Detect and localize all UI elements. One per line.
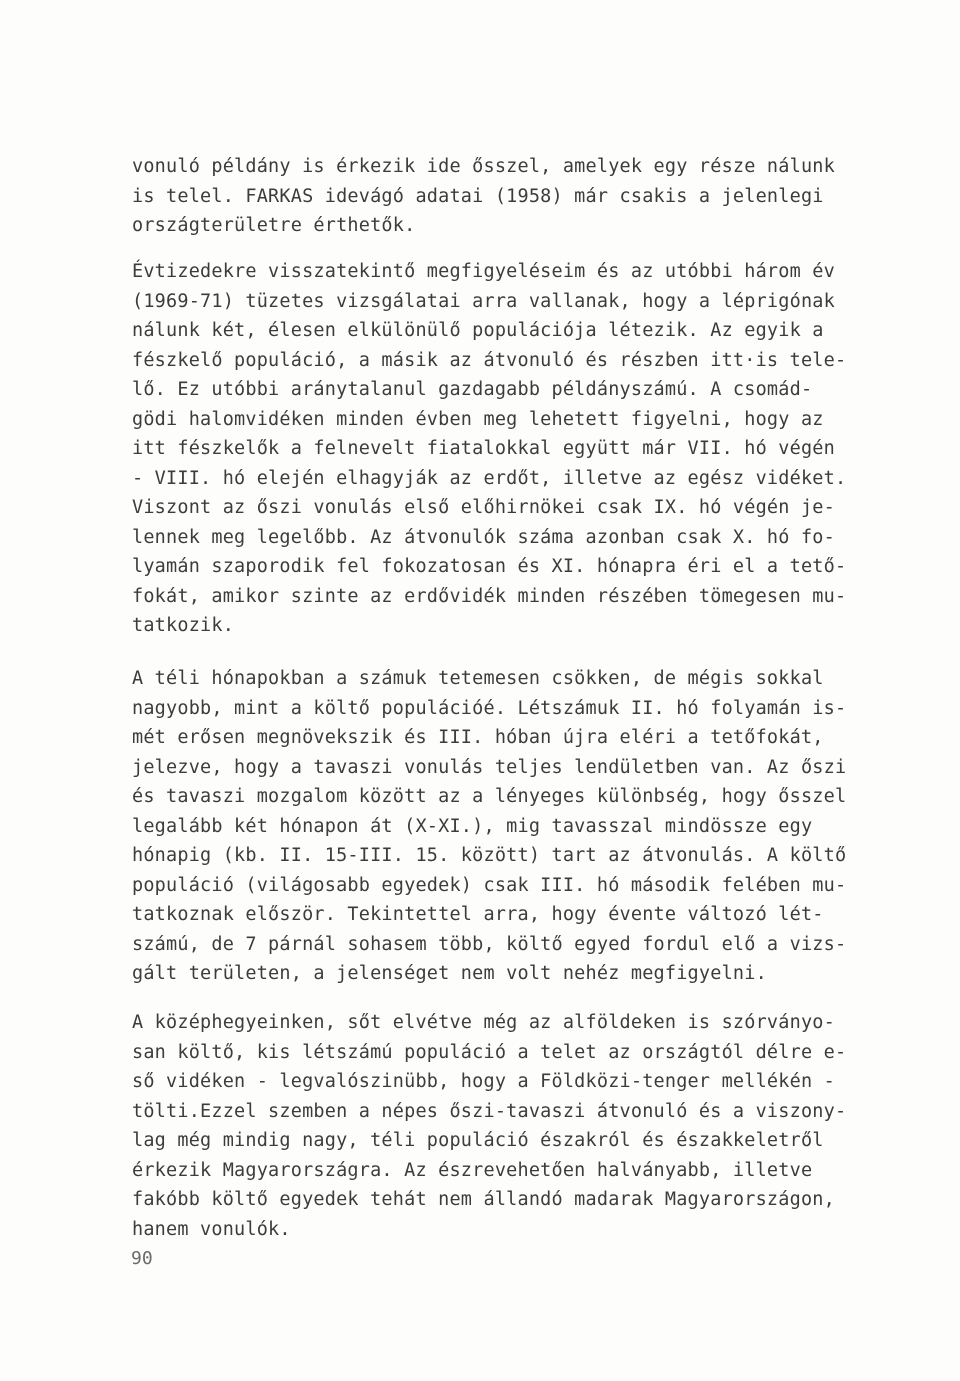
text-line: jelezve, hogy a tavaszi vonulás teljes lendületben van. Az őszi bbox=[132, 756, 847, 778]
text-line: országterületre érthetők. bbox=[132, 215, 416, 236]
text-line: tatkozik. bbox=[132, 615, 235, 636]
text-line: Viszont az őszi vonulás első előhirnökei csak IX. hó végén je- bbox=[132, 497, 835, 518]
text-line: san költő, kis létszámú populáció a telet az országtól délre e- bbox=[132, 1041, 847, 1063]
text-line: - VIII. hó elején elhagyják az erdőt, illetve az egész vidéket. bbox=[132, 467, 847, 489]
text-line: lyamán szaporodik fel fokozatosan és XI. hónapra éri el a tető- bbox=[132, 556, 847, 577]
text-line: tatkoznak először. Tekintettel arra, hogy évente változó lét- bbox=[132, 904, 824, 925]
text-line: itt fészkelők a felnevelt fiatalokkal együtt már VII. hó végén bbox=[132, 438, 835, 459]
text-line: nagyobb, mint a költő populációé. Létszámuk II. hó folyamán is- bbox=[132, 697, 847, 719]
paragraph-1 bbox=[132, 152, 872, 241]
text-line: nálunk két, élesen elkülönülő populációja létezik. Az egyik a bbox=[132, 320, 824, 341]
text-line: hónapig (kb. II. 15-III. 15. között) tart az átvonulás. A költő bbox=[132, 845, 847, 866]
text-line: és tavaszi mozgalom között az a lényeges különbség, hogy ősszel bbox=[132, 786, 847, 807]
text-line: A középhegyeinken, sőt elvétve még az alföldeken is szórványo- bbox=[132, 1012, 835, 1033]
text-line: számú, de 7 párnál sohasem több, költő egyed fordul elő a vizs- bbox=[132, 933, 847, 955]
paragraph-2 bbox=[132, 257, 872, 641]
text-line: Évtizedekre visszatekintő megfigyeléseim és az utóbbi három év bbox=[132, 261, 835, 282]
text-line: fakóbb költő egyedek tehát nem állandó madarak Magyarországon, bbox=[132, 1189, 835, 1210]
text-line: legalább két hónapon át (X-XI.), mig tavasszal mindössze egy bbox=[132, 815, 813, 837]
text-line: ső vidéken - legvalószinübb, hogy a Földközi-tenger mellékén - bbox=[132, 1071, 835, 1092]
text-line: gödi halomvidéken minden évben meg lehetett figyelni, hogy az bbox=[132, 408, 824, 430]
page-number: 90 bbox=[131, 1248, 153, 1269]
text-line: fokát, amikor szinte az erdővidék minden részében tömegesen mu- bbox=[132, 585, 847, 607]
text-line: gált területen, a jelenséget nem volt nehéz megfigyelni. bbox=[132, 963, 767, 984]
text-line: populáció (világosabb egyedek) csak III. hó második felében mu- bbox=[132, 874, 847, 896]
text-line: is telel. FARKAS idevágó adatai (1958) már csakis a jelenlegi bbox=[132, 185, 824, 207]
text-line: érkezik Magyarországra. Az észrevehetően halványabb, illetve bbox=[132, 1159, 813, 1181]
paragraph-3 bbox=[132, 664, 872, 989]
paragraph-4 bbox=[132, 1008, 872, 1244]
text-line: lag még mindig nagy, téli populáció északról és északkeletről bbox=[132, 1130, 824, 1151]
text-line: vonuló példány is érkezik ide ősszel, amelyek egy része nálunk bbox=[132, 156, 835, 177]
text-line: hanem vonulók. bbox=[132, 1218, 291, 1240]
text-line: mét erősen megnövekszik és III. hóban újra eléri a tetőfokát, bbox=[132, 727, 824, 748]
text-line: fészkelő populáció, a másik az átvonuló és részben itt·is tele- bbox=[132, 349, 847, 371]
text-line: lennek meg legelőbb. Az átvonulók száma azonban csak X. hó fo- bbox=[132, 526, 835, 548]
text-line: (1969-71) tüzetes vizsgálatai arra vallanak, hogy a léprigónak bbox=[132, 290, 835, 312]
text-line: A téli hónapokban a számuk tetemesen csökken, de mégis sokkal bbox=[132, 668, 824, 689]
text-line: tölti.Ezzel szemben a népes őszi-tavaszi átvonuló és a viszony- bbox=[132, 1100, 847, 1122]
text-line: lő. Ez utóbbi aránytalanul gazdagabb példányszámú. A csomád- bbox=[132, 379, 813, 400]
